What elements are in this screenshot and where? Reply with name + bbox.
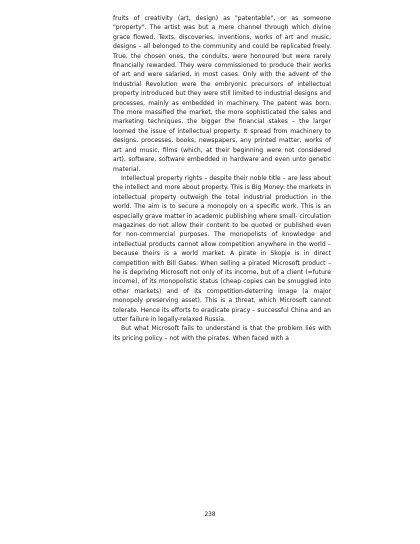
page-number: 238 (204, 512, 216, 518)
paragraph: fruits of creativity (art, design) as "patentable", or as someone "property". The artist was but a mere channel through which divine grace flowed. Texts, discoveries, inventions, works of art and music, designs – all belonged to the community and could be replicated freely. True, the chosen ones, the conduits, were honoured but were rarely financially rewarded. They were commissioned to produce their works of art and were salaried, in most cases. Only with the advent of the Industrial Revolution were the embryonic precursors of intellectual property introduced but they were still limited to industrial designs and processes, mainly as embedded in machinery. The patent was born. The more massified the market, the more sophisticated the sales and marketing techniques, the bigger the financial stakes – the larger loomed the issue of intellectual property. It spread from machinery to designs, processes, books, newspapers, any printed matter, works of art and music, films (which, at their beginning were not considered art), software, software embedded in hardware and even unto genetic material. (113, 15, 331, 173)
paragraph: Intellectual property rights – despite their noble title – are less about the intellect and more about property. This is Big Money: the markets in intellectual property outweigh the total industrial production in the world. The aim is to secure a monopoly on a specific work. This is an especially grave matter in academic publishing where small- circulation magazines do not allow their content to be quoted or published even for non-commercial purposes. The monopolists of knowledge and intellectual products cannot allow competition anywhere in the world – because theirs is a world market. A pirate in Skopje is in direct competition with Bill Gates. When selling a pirated Microsoft product – he is depriving Microsoft not only of its income, but of a client (=future income), of its monopolistic status (cheap copies can be smuggled into other markets) and of its competition-deterring image (a major monopoly preserving asset). This is a threat, which Microsoft cannot tolerate. Hence its efforts to eradicate piracy – successful China and an utter failure in legally-relaxed Russia. (113, 174, 331, 323)
body-text (113, 14, 331, 343)
paragraph: But what Microsoft fails to understand is that the problem lies with its pricing policy – not with the pirates. When faced with a (113, 325, 331, 342)
